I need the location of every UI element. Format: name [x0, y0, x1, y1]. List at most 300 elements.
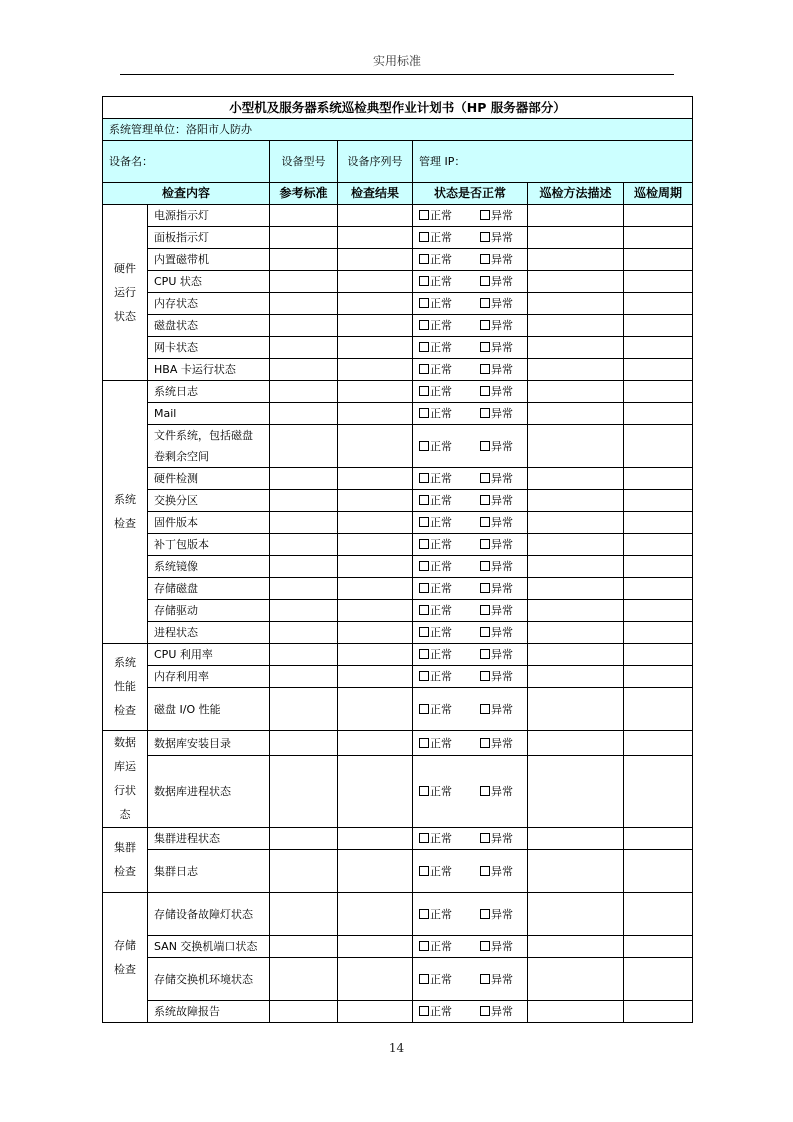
normal-option[interactable]: [419, 626, 452, 639]
method-cell[interactable]: [528, 556, 624, 578]
reference-cell[interactable]: [270, 293, 338, 315]
abnormal-option[interactable]: [480, 560, 513, 573]
abnormal-label: 异常: [491, 582, 513, 595]
checkbox-icon[interactable]: [480, 738, 490, 748]
method-cell[interactable]: [528, 337, 624, 359]
normal-label: 正常: [430, 472, 452, 485]
check-item: 集群日志: [148, 850, 270, 893]
table-row: [103, 644, 693, 666]
reference-cell[interactable]: [270, 578, 338, 600]
normal-option[interactable]: [419, 341, 452, 354]
period-cell[interactable]: [624, 556, 693, 578]
reference-cell[interactable]: [270, 534, 338, 556]
checkbox-icon[interactable]: [480, 583, 490, 593]
abnormal-option[interactable]: [480, 785, 513, 798]
normal-label: 正常: [430, 494, 452, 507]
checkbox-icon[interactable]: [480, 408, 490, 418]
method-cell[interactable]: [528, 315, 624, 337]
checkbox-icon[interactable]: [480, 909, 490, 919]
status-options: [413, 381, 528, 403]
checkbox-icon[interactable]: [419, 605, 429, 615]
column-method: 巡检方法描述: [528, 183, 624, 205]
reference-cell[interactable]: [270, 403, 338, 425]
normal-option[interactable]: [419, 407, 452, 420]
result-cell[interactable]: [338, 337, 413, 359]
abnormal-option[interactable]: [480, 648, 513, 661]
normal-option[interactable]: [419, 209, 452, 222]
result-cell[interactable]: [338, 688, 413, 731]
abnormal-option[interactable]: [480, 440, 513, 453]
method-cell[interactable]: [528, 731, 624, 756]
abnormal-label: 异常: [491, 363, 513, 376]
method-cell[interactable]: [528, 490, 624, 512]
checkbox-icon[interactable]: [419, 386, 429, 396]
period-cell[interactable]: [624, 893, 693, 936]
reference-cell[interactable]: [270, 622, 338, 644]
checkbox-icon[interactable]: [419, 495, 429, 505]
reference-cell[interactable]: [270, 850, 338, 893]
method-cell[interactable]: [528, 600, 624, 622]
result-cell[interactable]: [338, 622, 413, 644]
result-cell[interactable]: [338, 381, 413, 403]
abnormal-option[interactable]: [480, 604, 513, 617]
method-cell[interactable]: [528, 534, 624, 556]
reference-cell[interactable]: [270, 468, 338, 490]
period-cell[interactable]: [624, 468, 693, 490]
checkbox-icon[interactable]: [419, 704, 429, 714]
checkbox-icon[interactable]: [419, 342, 429, 352]
result-cell[interactable]: [338, 425, 413, 468]
normal-option[interactable]: [419, 582, 452, 595]
abnormal-option[interactable]: [480, 703, 513, 716]
method-cell[interactable]: [528, 425, 624, 468]
method-cell[interactable]: [528, 359, 624, 381]
abnormal-label: 异常: [491, 538, 513, 551]
reference-cell[interactable]: [270, 249, 338, 271]
checkbox-icon[interactable]: [419, 441, 429, 451]
table-row: [103, 271, 693, 293]
period-cell[interactable]: [624, 850, 693, 893]
method-cell[interactable]: [528, 293, 624, 315]
reference-cell[interactable]: [270, 958, 338, 1001]
abnormal-option[interactable]: [480, 973, 513, 986]
category-label-line: 硬件: [114, 261, 136, 275]
reference-cell[interactable]: [270, 644, 338, 666]
checkbox-icon[interactable]: [480, 441, 490, 451]
result-cell[interactable]: [338, 490, 413, 512]
checkbox-icon[interactable]: [480, 254, 490, 264]
result-cell[interactable]: [338, 468, 413, 490]
method-cell[interactable]: [528, 666, 624, 688]
checkbox-icon[interactable]: [419, 738, 429, 748]
table-row: [103, 666, 693, 688]
result-cell[interactable]: [338, 1001, 413, 1023]
method-cell[interactable]: [528, 850, 624, 893]
period-cell[interactable]: [624, 293, 693, 315]
abnormal-option[interactable]: [480, 940, 513, 953]
checkbox-icon[interactable]: [419, 974, 429, 984]
period-cell[interactable]: [624, 600, 693, 622]
normal-option[interactable]: [419, 648, 452, 661]
abnormal-label: 异常: [491, 275, 513, 288]
abnormal-option[interactable]: [480, 626, 513, 639]
status-options: [413, 936, 528, 958]
status-options: [413, 556, 528, 578]
status-options: [413, 227, 528, 249]
result-cell[interactable]: [338, 512, 413, 534]
reference-cell[interactable]: [270, 756, 338, 828]
period-cell[interactable]: [624, 731, 693, 756]
checkbox-icon[interactable]: [480, 704, 490, 714]
checkbox-icon[interactable]: [419, 364, 429, 374]
device-name-label: 设备名：: [103, 141, 270, 183]
checkbox-icon[interactable]: [419, 517, 429, 527]
reference-cell[interactable]: [270, 556, 338, 578]
checkbox-icon[interactable]: [419, 408, 429, 418]
abnormal-option[interactable]: [480, 737, 513, 750]
period-cell[interactable]: [624, 337, 693, 359]
status-options: [413, 958, 528, 1001]
reference-cell[interactable]: [270, 337, 338, 359]
result-cell[interactable]: [338, 556, 413, 578]
period-cell[interactable]: [624, 271, 693, 293]
checkbox-icon[interactable]: [480, 649, 490, 659]
abnormal-option[interactable]: [480, 319, 513, 332]
normal-label: 正常: [430, 972, 452, 986]
check-item: 内存利用率: [148, 666, 270, 688]
normal-option[interactable]: [419, 865, 452, 878]
checkbox-icon[interactable]: [419, 671, 429, 681]
column-status: 状态是否正常: [413, 183, 528, 205]
category-label-line: 集群: [114, 841, 136, 854]
checkbox-icon[interactable]: [419, 833, 429, 843]
check-item: 文件系统，包括磁盘卷剩余空间: [148, 425, 270, 468]
checkbox-icon[interactable]: [419, 941, 429, 951]
checkbox-icon[interactable]: [419, 909, 429, 919]
method-cell[interactable]: [528, 756, 624, 828]
check-item: 硬件检测: [148, 468, 270, 490]
checkbox-icon[interactable]: [419, 539, 429, 549]
checkbox-icon[interactable]: [419, 232, 429, 242]
method-cell[interactable]: [528, 227, 624, 249]
normal-option[interactable]: [419, 604, 452, 617]
normal-option[interactable]: [419, 737, 452, 750]
normal-option[interactable]: [419, 973, 452, 986]
status-options: [413, 600, 528, 622]
abnormal-option[interactable]: [480, 341, 513, 354]
result-cell[interactable]: [338, 958, 413, 1001]
status-options: [413, 271, 528, 293]
reference-cell[interactable]: [270, 425, 338, 468]
normal-option[interactable]: [419, 516, 452, 529]
normal-option[interactable]: [419, 538, 452, 551]
status-options: [413, 756, 528, 828]
reference-cell[interactable]: [270, 315, 338, 337]
checkbox-icon[interactable]: [419, 320, 429, 330]
checkbox-icon[interactable]: [419, 649, 429, 659]
result-cell[interactable]: [338, 359, 413, 381]
result-cell[interactable]: [338, 731, 413, 756]
table-row: [103, 622, 693, 644]
reference-cell[interactable]: [270, 1001, 338, 1023]
normal-label: 正常: [430, 253, 452, 266]
period-cell[interactable]: [624, 512, 693, 534]
normal-option[interactable]: [419, 275, 452, 288]
checkbox-icon[interactable]: [419, 561, 429, 571]
abnormal-option[interactable]: [480, 363, 513, 376]
checkbox-icon[interactable]: [480, 627, 490, 637]
reference-cell[interactable]: [270, 271, 338, 293]
normal-option[interactable]: [419, 472, 452, 485]
method-cell[interactable]: [528, 688, 624, 731]
check-item: 电源指示灯: [148, 205, 270, 227]
column-content: 检查内容: [103, 183, 270, 205]
period-cell[interactable]: [624, 666, 693, 688]
table-row: [103, 425, 693, 468]
period-cell[interactable]: [624, 381, 693, 403]
abnormal-label: 异常: [491, 341, 513, 354]
abnormal-label: 异常: [491, 472, 513, 485]
period-cell[interactable]: [624, 490, 693, 512]
abnormal-option[interactable]: [480, 582, 513, 595]
abnormal-option[interactable]: [480, 670, 513, 683]
period-cell[interactable]: [624, 644, 693, 666]
result-cell[interactable]: [338, 227, 413, 249]
abnormal-option[interactable]: [480, 538, 513, 551]
checkbox-icon[interactable]: [480, 342, 490, 352]
normal-option[interactable]: [419, 297, 452, 310]
status-options: [413, 688, 528, 731]
method-cell[interactable]: [528, 249, 624, 271]
abnormal-option[interactable]: [480, 253, 513, 266]
abnormal-option[interactable]: [480, 832, 513, 845]
method-cell[interactable]: [528, 622, 624, 644]
result-cell[interactable]: [338, 403, 413, 425]
abnormal-label: 异常: [491, 972, 513, 986]
result-cell[interactable]: [338, 534, 413, 556]
normal-option[interactable]: [419, 785, 452, 798]
checkbox-icon[interactable]: [480, 473, 490, 483]
method-cell[interactable]: [528, 578, 624, 600]
checkbox-icon[interactable]: [480, 974, 490, 984]
checkbox-icon[interactable]: [419, 276, 429, 286]
reference-cell[interactable]: [270, 828, 338, 850]
check-item: 存储交换机环境状态: [148, 958, 270, 1001]
checkbox-icon[interactable]: [419, 298, 429, 308]
period-cell[interactable]: [624, 534, 693, 556]
reference-cell[interactable]: [270, 666, 338, 688]
period-cell[interactable]: [624, 403, 693, 425]
category-label: [103, 731, 148, 828]
method-cell[interactable]: [528, 893, 624, 936]
category-label-line: 行状: [114, 784, 136, 797]
abnormal-label: 异常: [491, 785, 513, 799]
checkbox-icon[interactable]: [480, 495, 490, 505]
method-cell[interactable]: [528, 271, 624, 293]
checkbox-icon[interactable]: [419, 210, 429, 220]
checkbox-icon[interactable]: [480, 866, 490, 876]
check-item: 数据库安装目录: [148, 731, 270, 756]
abnormal-option[interactable]: [480, 1005, 513, 1018]
checkbox-icon[interactable]: [419, 583, 429, 593]
normal-option[interactable]: [419, 1005, 452, 1018]
status-options: [413, 666, 528, 688]
result-cell[interactable]: [338, 756, 413, 828]
period-cell[interactable]: [624, 359, 693, 381]
abnormal-option[interactable]: [480, 494, 513, 507]
abnormal-option[interactable]: [480, 407, 513, 420]
abnormal-label: 异常: [491, 670, 513, 683]
check-item: 存储磁盘: [148, 578, 270, 600]
checkbox-icon[interactable]: [419, 627, 429, 637]
period-cell[interactable]: [624, 936, 693, 958]
method-cell[interactable]: [528, 512, 624, 534]
normal-option[interactable]: [419, 319, 452, 332]
result-cell[interactable]: [338, 578, 413, 600]
period-cell[interactable]: [624, 578, 693, 600]
table-row: [103, 490, 693, 512]
reference-cell[interactable]: [270, 936, 338, 958]
checkbox-icon[interactable]: [480, 605, 490, 615]
normal-option[interactable]: [419, 940, 452, 953]
reference-cell[interactable]: [270, 688, 338, 731]
status-options: [413, 359, 528, 381]
normal-label: 正常: [430, 209, 452, 222]
checkbox-icon[interactable]: [480, 276, 490, 286]
normal-label: 正常: [430, 560, 452, 573]
abnormal-option[interactable]: [480, 472, 513, 485]
status-options: [413, 578, 528, 600]
normal-option[interactable]: [419, 703, 452, 716]
period-cell[interactable]: [624, 756, 693, 828]
period-cell[interactable]: [624, 958, 693, 1001]
period-cell[interactable]: [624, 688, 693, 731]
checkbox-icon[interactable]: [480, 298, 490, 308]
period-cell[interactable]: [624, 227, 693, 249]
status-options: [413, 315, 528, 337]
checkbox-icon[interactable]: [480, 941, 490, 951]
normal-option[interactable]: [419, 494, 452, 507]
period-cell[interactable]: [624, 1001, 693, 1023]
normal-option[interactable]: [419, 385, 452, 398]
checkbox-icon[interactable]: [419, 786, 429, 796]
checkbox-icon[interactable]: [480, 1006, 490, 1016]
method-cell[interactable]: [528, 936, 624, 958]
reference-cell[interactable]: [270, 490, 338, 512]
result-cell[interactable]: [338, 249, 413, 271]
checkbox-icon[interactable]: [480, 671, 490, 681]
period-cell[interactable]: [624, 425, 693, 468]
abnormal-option[interactable]: [480, 209, 513, 222]
normal-label: 正常: [430, 626, 452, 639]
normal-option[interactable]: [419, 670, 452, 683]
abnormal-option[interactable]: [480, 516, 513, 529]
normal-option[interactable]: [419, 363, 452, 376]
reference-cell[interactable]: [270, 227, 338, 249]
result-cell[interactable]: [338, 315, 413, 337]
category-label-line: 态: [119, 808, 131, 821]
period-cell[interactable]: [624, 828, 693, 850]
checkbox-icon[interactable]: [480, 210, 490, 220]
method-cell[interactable]: [528, 381, 624, 403]
method-cell[interactable]: [528, 958, 624, 1001]
result-cell[interactable]: [338, 666, 413, 688]
result-cell[interactable]: [338, 600, 413, 622]
table-row: [103, 534, 693, 556]
period-cell[interactable]: [624, 622, 693, 644]
reference-cell[interactable]: [270, 600, 338, 622]
abnormal-option[interactable]: [480, 231, 513, 244]
normal-option[interactable]: [419, 253, 452, 266]
checkbox-icon[interactable]: [419, 254, 429, 264]
period-cell[interactable]: [624, 249, 693, 271]
result-cell[interactable]: [338, 293, 413, 315]
checkbox-icon[interactable]: [419, 866, 429, 876]
abnormal-option[interactable]: [480, 275, 513, 288]
result-cell[interactable]: [338, 936, 413, 958]
normal-option[interactable]: [419, 440, 452, 453]
reference-cell[interactable]: [270, 731, 338, 756]
category-label: [103, 644, 148, 731]
table-row: [103, 688, 693, 731]
normal-option[interactable]: [419, 231, 452, 244]
period-cell[interactable]: [624, 205, 693, 227]
reference-cell[interactable]: [270, 359, 338, 381]
abnormal-option[interactable]: [480, 385, 513, 398]
checkbox-icon[interactable]: [480, 517, 490, 527]
checkbox-icon[interactable]: [480, 561, 490, 571]
reference-cell[interactable]: [270, 893, 338, 936]
result-cell[interactable]: [338, 893, 413, 936]
abnormal-option[interactable]: [480, 908, 513, 921]
method-cell[interactable]: [528, 1001, 624, 1023]
method-cell[interactable]: [528, 403, 624, 425]
checkbox-icon[interactable]: [480, 539, 490, 549]
table-row: [103, 1001, 693, 1023]
checkbox-icon[interactable]: [480, 386, 490, 396]
checkbox-icon[interactable]: [480, 232, 490, 242]
period-cell[interactable]: [624, 315, 693, 337]
result-cell[interactable]: [338, 205, 413, 227]
device-model-label: 设备型号: [270, 141, 338, 183]
reference-cell[interactable]: [270, 381, 338, 403]
checkbox-icon[interactable]: [480, 364, 490, 374]
result-cell[interactable]: [338, 828, 413, 850]
result-cell[interactable]: [338, 850, 413, 893]
abnormal-option[interactable]: [480, 297, 513, 310]
method-cell[interactable]: [528, 468, 624, 490]
normal-option[interactable]: [419, 832, 452, 845]
method-cell[interactable]: [528, 644, 624, 666]
category-label-line: 检查: [114, 704, 136, 717]
normal-option[interactable]: [419, 908, 452, 921]
result-cell[interactable]: [338, 271, 413, 293]
method-cell[interactable]: [528, 205, 624, 227]
checkbox-icon[interactable]: [419, 1006, 429, 1016]
checkbox-icon[interactable]: [480, 320, 490, 330]
reference-cell[interactable]: [270, 205, 338, 227]
checkbox-icon[interactable]: [419, 473, 429, 483]
checkbox-icon[interactable]: [480, 786, 490, 796]
reference-cell[interactable]: [270, 512, 338, 534]
abnormal-label: 异常: [491, 648, 513, 661]
abnormal-option[interactable]: [480, 865, 513, 878]
category-label-line: 状态: [114, 309, 136, 323]
checkbox-icon[interactable]: [480, 833, 490, 843]
normal-option[interactable]: [419, 560, 452, 573]
result-cell[interactable]: [338, 644, 413, 666]
method-cell[interactable]: [528, 828, 624, 850]
